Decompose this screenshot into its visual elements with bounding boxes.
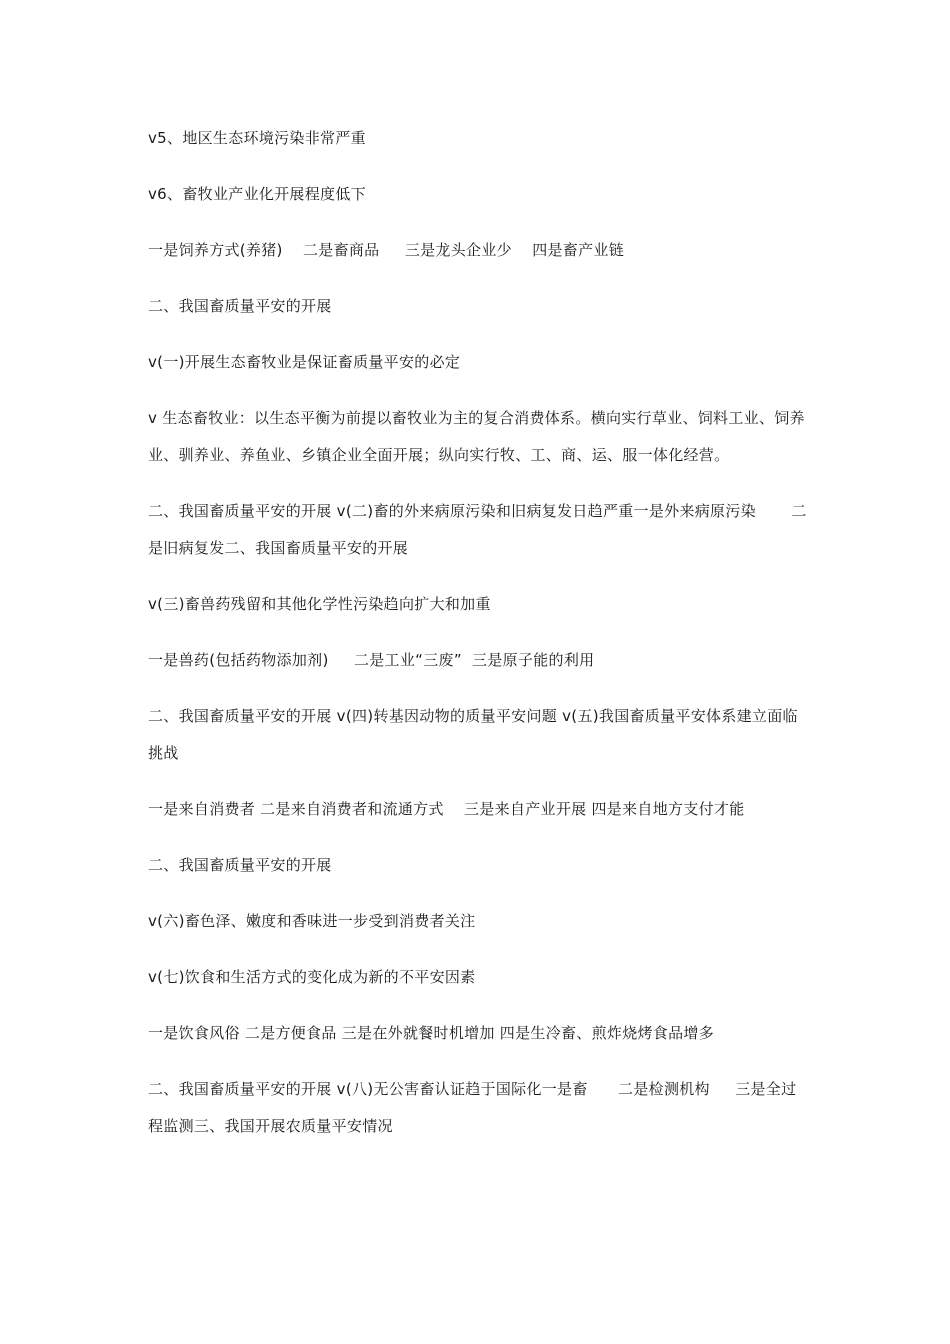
paragraph-challenge-list: 一是来自消费者 二是来自消费者和流通方式 三是来自产业开展 四是来自地方支付才能 xyxy=(148,800,745,818)
paragraph-breeding-list: 一是饲养方式(养猪) 二是畜商品 三是龙头企业少 四是畜产业链 xyxy=(148,241,624,259)
paragraph-industrialization: v6、畜牧业产业化开展程度低下 xyxy=(148,185,366,203)
paragraph-eco-definition: v 生态畜牧业：以生态平衡为前提以畜牧业为主的复合消费体系。横向实行草业、饲料工业、饲养业、驯养业、养鱼业、乡镇企业全面开展；纵向实行牧、工、商、运、服一体化经营。 xyxy=(148,409,805,464)
paragraph-diet-list: 一是饮食风俗 二是方便食品 三是在外就餐时机增加 四是生冷畜、煎炸烧烤食品增多 xyxy=(148,1024,715,1042)
paragraph-diet-change: v(七)饮食和生活方式的变化成为新的不平安因素 xyxy=(148,968,476,986)
paragraph-color-tenderness: v(六)畜色泽、嫩度和香味进一步受到消费者关注 xyxy=(148,912,476,930)
paragraph-drug-residue: v(三)畜兽药残留和其他化学性污染趋向扩大和加重 xyxy=(148,595,491,613)
paragraph-pollution: v5、地区生态环境污染非常严重 xyxy=(148,129,366,147)
section-heading-repeat: 二、我国畜质量平安的开展 xyxy=(148,856,332,874)
document-body xyxy=(148,120,808,1164)
paragraph-drug-list: 一是兽药(包括药物添加剂) 二是工业“三废” 三是原子能的利用 xyxy=(148,651,595,669)
section-heading: 二、我国畜质量平安的开展 xyxy=(148,297,332,315)
paragraph-certification: 二、我国畜质量平安的开展 v(八)无公害畜认证趋于国际化一是畜 二是检测机构 三是全过程监测三、我国开展农质量平安情况 xyxy=(148,1080,797,1135)
paragraph-eco-farming: v(一)开展生态畜牧业是保证畜质量平安的必定 xyxy=(148,353,461,371)
paragraph-pathogen: 二、我国畜质量平安的开展 v(二)畜的外来病原污染和旧病复发日趋严重一是外来病原污染 二是旧病复发二、我国畜质量平安的开展 xyxy=(148,502,807,557)
paragraph-transgenic: 二、我国畜质量平安的开展 v(四)转基因动物的质量平安问题 v(五)我国畜质量平安体系建立面临挑战 xyxy=(148,707,798,762)
